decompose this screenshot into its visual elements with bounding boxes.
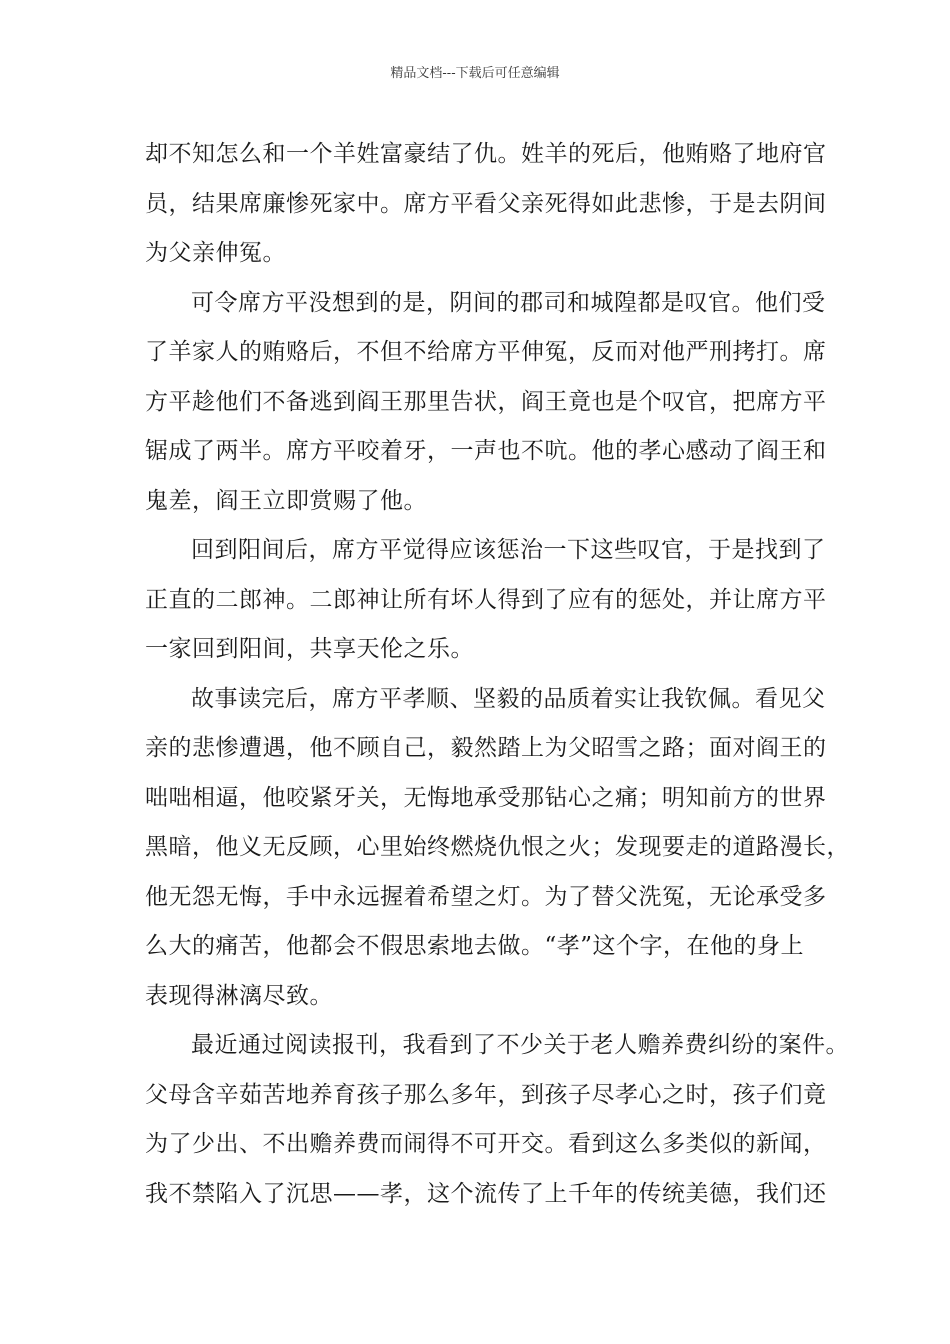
text-line: 我不禁陷入了沉思——孝，这个流传了上千年的传统美德，我们还 (145, 1180, 827, 1207)
text-line: 他无怨无悔，手中永远握着希望之灯。为了替父洗冤，无论承受多 (145, 883, 827, 910)
paragraph (145, 526, 825, 675)
text-line: 方平趁他们不备逃到阎王那里告状，阎王竟也是个叹官，把席方平 (145, 388, 827, 415)
text-line: 为父亲伸冤。 (145, 240, 286, 266)
text-line: 正直的二郎神。二郎神让所有坏人得到了应有的惩处，并让席方平 (145, 586, 827, 613)
text-line: 咄咄相逼，他咬紧牙关，无悔地承受那钻心之痛；明知前方的世界 (145, 784, 827, 811)
text-line: 故事读完后，席方平孝顺、坚毅的品质着实让我钦佩。看见父 (191, 685, 826, 712)
text-line: 一家回到阳间，共享天伦之乐。 (145, 636, 474, 662)
text-line: 表现得淋漓尽致。 (145, 982, 333, 1009)
text-line: 为了少出、不出赡养费而闹得不可开交。看到这么多类似的新闻， (145, 1131, 827, 1157)
text-line: 鬼差，阎王立即赏赐了他。 (145, 487, 427, 514)
text-line: 么大的痛苦，他都会不假思索地去做。“孝”这个字，在他的身上 (145, 933, 805, 959)
text-line: 亲的悲惨遭遇，他不顾自己，毅然踏上为父昭雪之路；面对阎王的 (145, 735, 827, 761)
paragraph (145, 675, 850, 1022)
text-line: 父母含辛茹苦地养育孩子那么多年，到孩子尽孝心之时，孩子们竟 (145, 1081, 827, 1108)
text-line: 可令席方平没想到的是，阴间的郡司和城隍都是叹官。他们受 (191, 289, 826, 316)
text-line: 锯成了两半。席方平咬着牙，一声也不吭。他的孝心感动了阎王和 (145, 438, 827, 464)
text-line: 最近通过阅读报刊，我看到了不少关于老人赡养费纠纷的案件。 (191, 1032, 849, 1058)
document-body (145, 130, 850, 1219)
text-line: 回到阳间后，席方平觉得应该惩治一下这些叹官，于是找到了 (191, 537, 826, 563)
paragraph (145, 1021, 849, 1219)
text-line: 黑暗，他义无反顾，心里始终燃烧仇恨之火；发现要走的道路漫长， (145, 834, 850, 860)
paragraph (145, 279, 825, 527)
text-line: 却不知怎么和一个羊姓富豪结了仇。姓羊的死后，他贿赂了地府官 (145, 141, 827, 167)
text-line: 员，结果席廉惨死家中。席方平看父亲死得如此悲惨，于是去阴间 (145, 190, 827, 217)
text-line: 了羊家人的贿赂后，不但不给席方平伸冤，反而对他严刑拷打。席 (145, 339, 827, 365)
paragraph (145, 130, 825, 279)
page-header: 精品文档---下载后可任意编辑 (390, 66, 560, 81)
